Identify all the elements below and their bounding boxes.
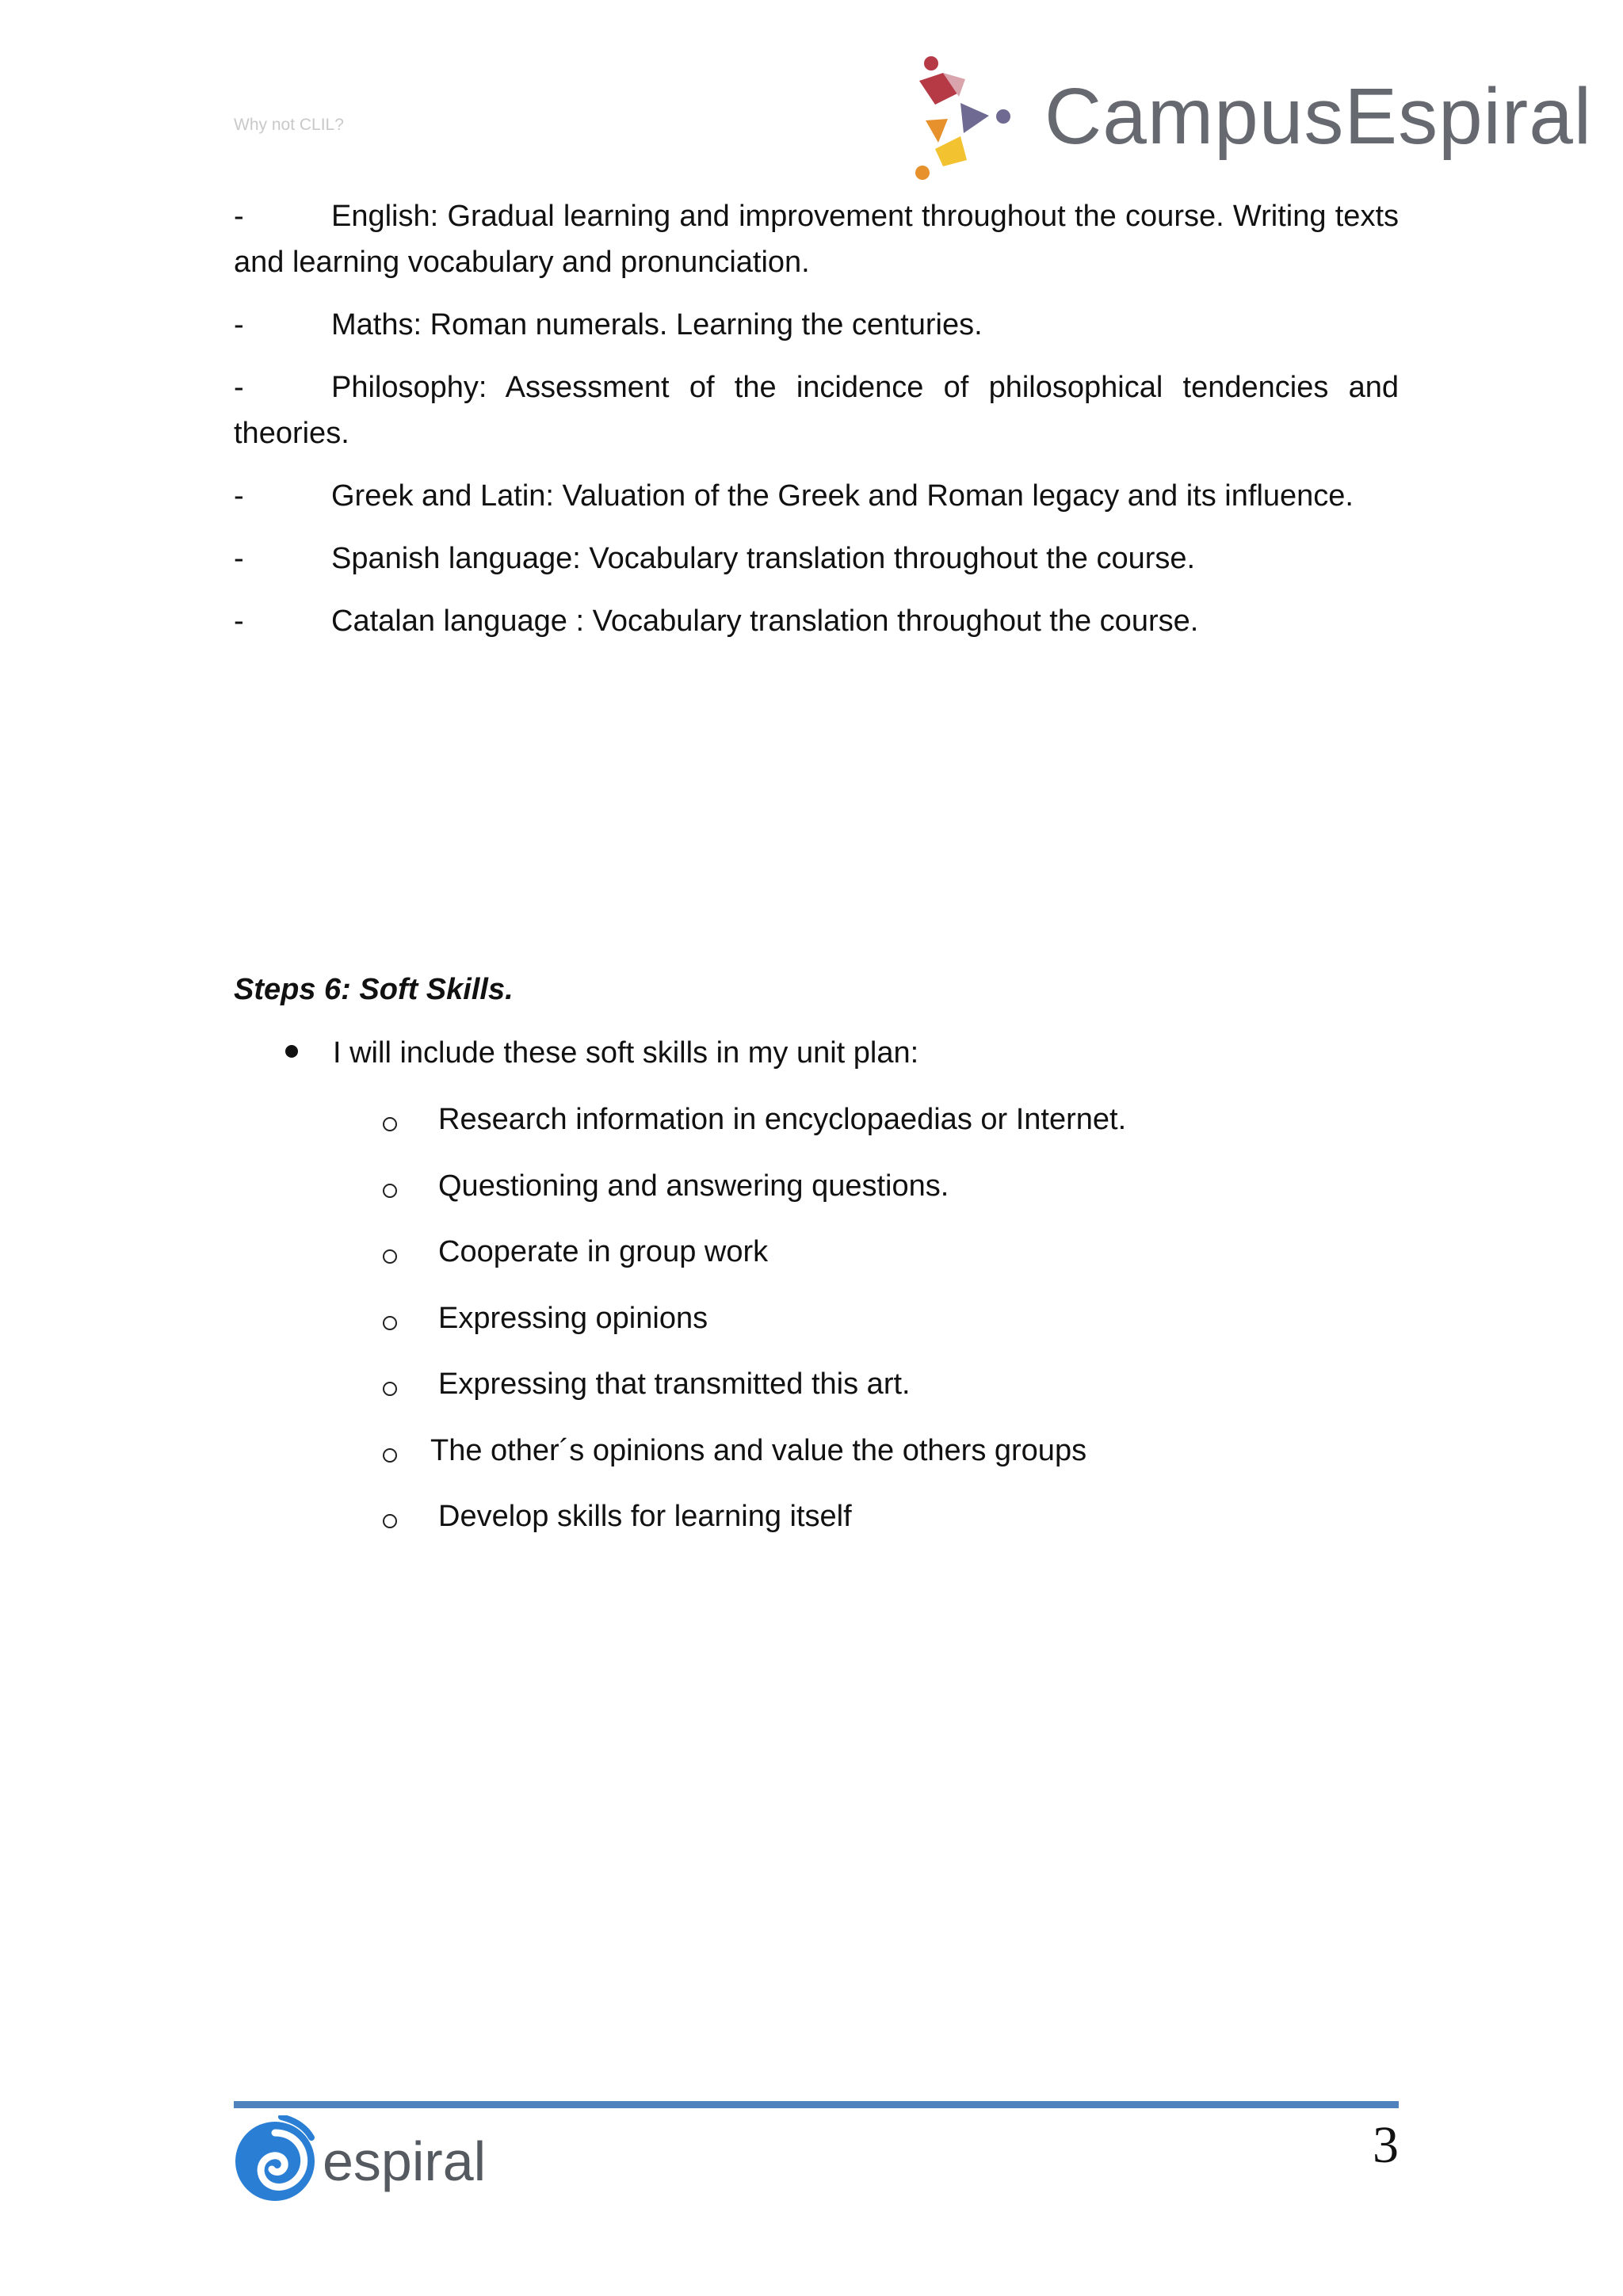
subject-text: Catalan language : Vocabulary translation throughout the course.: [331, 605, 1199, 638]
skill-text: Expressing opinions: [438, 1302, 708, 1335]
page-number: 3: [1373, 2116, 1399, 2174]
dash-marker: -: [234, 479, 244, 513]
subject-item-greek-latin: [234, 473, 1399, 519]
skill-text: Expressing that transmitted this art.: [438, 1367, 911, 1401]
skill-text: Questioning and answering questions.: [438, 1169, 949, 1203]
subject-text: English: Gradual learning and improvement throughout the course. Writing texts and learning vocabulary and pronunciation.: [234, 200, 1399, 279]
hollow-circle-bullet-icon: [383, 1514, 397, 1528]
subject-text: Maths: Roman numerals. Learning the centuries.: [331, 308, 983, 341]
subject-text: Greek and Latin: Valuation of the Greek and Roman legacy and its influence.: [331, 479, 1354, 513]
campus-espiral-logo-mark-icon: [911, 48, 1046, 190]
dash-marker: -: [234, 605, 244, 638]
subject-item-catalan: [234, 598, 1399, 644]
espiral-logo: [234, 2115, 503, 2210]
subject-item-philosophy: [234, 364, 1399, 456]
hollow-circle-bullet-icon: [383, 1117, 397, 1131]
skill-text: Research information in encyclopaedias or Internet.: [438, 1103, 1127, 1136]
skill-text: Develop skills for learning itself: [438, 1500, 852, 1533]
hollow-circle-bullet-icon: [383, 1448, 397, 1463]
hollow-circle-bullet-icon: [383, 1249, 397, 1264]
dash-marker: -: [234, 308, 244, 341]
section-heading: Steps 6: Soft Skills.: [234, 973, 514, 1006]
subject-item-maths: [234, 302, 1399, 348]
dash-marker: -: [234, 200, 244, 233]
subject-item-spanish: [234, 536, 1399, 582]
dash-marker: -: [234, 371, 244, 404]
skill-text: Cooperate in group work: [438, 1235, 769, 1268]
running-head: Why not CLIL?: [234, 116, 344, 134]
skill-text: The other´s opinions and value the others groups: [430, 1434, 1087, 1467]
subject-text: Spanish language: Vocabulary translation throughout the course.: [331, 542, 1196, 575]
footer-rule: [234, 2101, 1399, 2108]
bullet-dot-icon: [285, 1045, 298, 1058]
bullet-text: I will include these soft skills in my unit plan:: [333, 1036, 919, 1070]
hollow-circle-bullet-icon: [383, 1382, 397, 1396]
campus-espiral-logo-text: CampusEspiral: [1044, 72, 1593, 161]
hollow-circle-bullet-icon: [383, 1316, 397, 1330]
subject-item-english: [234, 193, 1399, 285]
campus-espiral-logo: [911, 48, 1593, 190]
espiral-logo-text: espiral: [323, 2130, 487, 2192]
espiral-swirl-icon: [234, 2115, 321, 2210]
dash-marker: -: [234, 542, 244, 575]
subject-text: Philosophy: Assessment of the incidence of philosophical tendencies and theories.: [234, 371, 1399, 450]
hollow-circle-bullet-icon: [383, 1184, 397, 1198]
